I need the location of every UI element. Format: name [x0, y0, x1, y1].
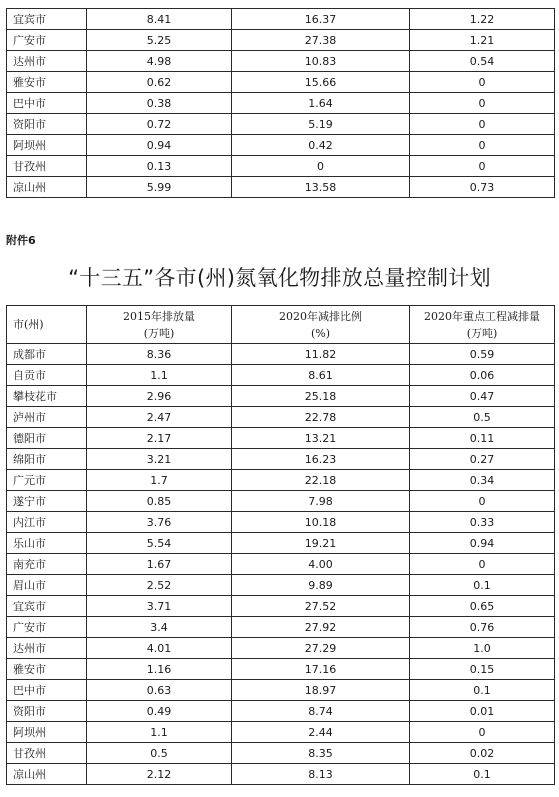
key-project-reduction-cell: 0 [410, 722, 555, 743]
table-row [7, 743, 555, 764]
key-project-reduction-cell: 0.47 [410, 386, 555, 407]
reduction-ratio-cell: 8.13 [232, 764, 410, 785]
reduction-ratio-cell: 27.29 [232, 638, 410, 659]
key-project-reduction-cell: 0.06 [410, 365, 555, 386]
reduction-ratio-cell: 27.92 [232, 617, 410, 638]
key-project-reduction-cell: 0.54 [410, 51, 555, 72]
city-cell: 资阳市 [7, 114, 87, 135]
emission-2015-cell: 1.1 [87, 722, 232, 743]
emission-2015-cell: 0.72 [87, 114, 232, 135]
emission-2015-cell: 2.47 [87, 407, 232, 428]
emission-2015-cell: 8.36 [87, 344, 232, 365]
emission-2015-cell: 2.52 [87, 575, 232, 596]
key-project-reduction-cell: 0 [410, 114, 555, 135]
city-cell: 巴中市 [7, 93, 87, 114]
table-row [7, 764, 555, 785]
reduction-ratio-cell: 22.18 [232, 470, 410, 491]
table-row [7, 638, 555, 659]
key-project-reduction-cell: 0 [410, 491, 555, 512]
emission-2015-cell: 4.98 [87, 51, 232, 72]
reduction-ratio-cell: 18.97 [232, 680, 410, 701]
key-project-reduction-cell: 1.21 [410, 30, 555, 51]
city-cell: 宜宾市 [7, 9, 87, 30]
key-project-reduction-cell: 0 [410, 72, 555, 93]
key-project-reduction-cell: 0.76 [410, 617, 555, 638]
key-project-reduction-cell: 0.11 [410, 428, 555, 449]
header-city: 市(州) [7, 306, 87, 344]
key-project-reduction-cell: 1.0 [410, 638, 555, 659]
table-row [7, 596, 555, 617]
city-cell: 广安市 [7, 617, 87, 638]
annex-label: 附件6 [6, 234, 36, 247]
emission-2015-cell: 0.85 [87, 491, 232, 512]
table-row [7, 51, 555, 72]
reduction-ratio-cell: 13.21 [232, 428, 410, 449]
key-project-reduction-cell: 0.15 [410, 659, 555, 680]
table-row [7, 407, 555, 428]
emission-2015-cell: 0.94 [87, 135, 232, 156]
table-row [7, 135, 555, 156]
reduction-ratio-cell: 2.44 [232, 722, 410, 743]
table-row [7, 680, 555, 701]
city-cell: 攀枝花市 [7, 386, 87, 407]
key-project-reduction-cell: 0.5 [410, 407, 555, 428]
key-project-reduction-cell: 0.65 [410, 596, 555, 617]
table-row [7, 344, 555, 365]
table-row [7, 156, 555, 177]
emission-2015-cell: 2.12 [87, 764, 232, 785]
table-row [7, 386, 555, 407]
table-row [7, 9, 555, 30]
city-cell: 广元市 [7, 470, 87, 491]
emission-2015-cell: 5.25 [87, 30, 232, 51]
key-project-reduction-cell: 0.1 [410, 575, 555, 596]
city-cell: 雅安市 [7, 659, 87, 680]
city-cell: 眉山市 [7, 575, 87, 596]
reduction-ratio-cell: 8.61 [232, 365, 410, 386]
key-project-reduction-cell: 0 [410, 156, 555, 177]
key-project-reduction-cell: 0 [410, 135, 555, 156]
key-project-reduction-cell: 0.01 [410, 701, 555, 722]
reduction-ratio-cell: 4.00 [232, 554, 410, 575]
city-cell: 南充市 [7, 554, 87, 575]
reduction-ratio-cell: 19.21 [232, 533, 410, 554]
reduction-ratio-cell: 1.64 [232, 93, 410, 114]
key-project-reduction-cell: 0.33 [410, 512, 555, 533]
emission-2015-cell: 1.1 [87, 365, 232, 386]
reduction-ratio-cell: 0 [232, 156, 410, 177]
reduction-ratio-cell: 13.58 [232, 177, 410, 198]
city-cell: 甘孜州 [7, 156, 87, 177]
key-project-reduction-cell: 0.73 [410, 177, 555, 198]
emission-2015-cell: 1.67 [87, 554, 232, 575]
key-project-reduction-cell: 0.02 [410, 743, 555, 764]
city-cell: 广安市 [7, 30, 87, 51]
reduction-ratio-cell: 15.66 [232, 72, 410, 93]
table-row [7, 512, 555, 533]
table-row [7, 93, 555, 114]
top-table-body [7, 9, 555, 198]
table-row [7, 659, 555, 680]
reduction-ratio-cell: 10.83 [232, 51, 410, 72]
table-header-row [7, 306, 555, 344]
key-project-reduction-cell: 0.27 [410, 449, 555, 470]
city-cell: 宜宾市 [7, 596, 87, 617]
emission-2015-cell: 3.76 [87, 512, 232, 533]
emission-2015-cell: 5.99 [87, 177, 232, 198]
city-cell: 资阳市 [7, 701, 87, 722]
key-project-reduction-cell: 1.22 [410, 9, 555, 30]
emission-2015-cell: 3.71 [87, 596, 232, 617]
reduction-ratio-cell: 8.74 [232, 701, 410, 722]
emission-2015-cell: 5.54 [87, 533, 232, 554]
table-row [7, 617, 555, 638]
header-2015-emission: 2015年排放量 (万吨) [87, 306, 232, 344]
table-row [7, 533, 555, 554]
emission-2015-cell: 3.4 [87, 617, 232, 638]
city-cell: 达州市 [7, 638, 87, 659]
bottom-table-body [7, 344, 555, 785]
reduction-ratio-cell: 17.16 [232, 659, 410, 680]
emission-2015-cell: 1.7 [87, 470, 232, 491]
table-row [7, 554, 555, 575]
reduction-ratio-cell: 27.38 [232, 30, 410, 51]
key-project-reduction-cell: 0.34 [410, 470, 555, 491]
reduction-ratio-cell: 11.82 [232, 344, 410, 365]
reduction-ratio-cell: 7.98 [232, 491, 410, 512]
table-row [7, 470, 555, 491]
city-cell: 甘孜州 [7, 743, 87, 764]
emission-2015-cell: 0.13 [87, 156, 232, 177]
city-cell: 阿坝州 [7, 722, 87, 743]
header-2020-key-project-reduction: 2020年重点工程减排量 (万吨) [410, 306, 555, 344]
emission-2015-cell: 0.63 [87, 680, 232, 701]
reduction-ratio-cell: 27.52 [232, 596, 410, 617]
key-project-reduction-cell: 0.1 [410, 764, 555, 785]
reduction-ratio-cell: 10.18 [232, 512, 410, 533]
table-row [7, 30, 555, 51]
table-row [7, 701, 555, 722]
reduction-ratio-cell: 16.37 [232, 9, 410, 30]
table-row [7, 449, 555, 470]
key-project-reduction-cell: 0.1 [410, 680, 555, 701]
key-project-reduction-cell: 0.59 [410, 344, 555, 365]
table-row [7, 491, 555, 512]
reduction-ratio-cell: 16.23 [232, 449, 410, 470]
table-row [7, 177, 555, 198]
table-row [7, 428, 555, 449]
city-cell: 雅安市 [7, 72, 87, 93]
table-row [7, 114, 555, 135]
key-project-reduction-cell: 0 [410, 93, 555, 114]
key-project-reduction-cell: 0.94 [410, 533, 555, 554]
table-row [7, 722, 555, 743]
city-cell: 凉山州 [7, 764, 87, 785]
city-cell: 阿坝州 [7, 135, 87, 156]
city-cell: 达州市 [7, 51, 87, 72]
emission-2015-cell: 0.62 [87, 72, 232, 93]
emission-2015-cell: 8.41 [87, 9, 232, 30]
page-title: “十三五”各市(州)氮氧化物排放总量控制计划 [68, 266, 491, 290]
table-row [7, 365, 555, 386]
emission-2015-cell: 0.5 [87, 743, 232, 764]
city-cell: 德阳市 [7, 428, 87, 449]
emission-2015-cell: 4.01 [87, 638, 232, 659]
reduction-ratio-cell: 0.42 [232, 135, 410, 156]
emission-2015-cell: 2.96 [87, 386, 232, 407]
previous-page-table [6, 8, 555, 198]
table-row [7, 575, 555, 596]
city-cell: 遂宁市 [7, 491, 87, 512]
city-cell: 内江市 [7, 512, 87, 533]
reduction-ratio-cell: 22.78 [232, 407, 410, 428]
city-cell: 凉山州 [7, 177, 87, 198]
reduction-ratio-cell: 5.19 [232, 114, 410, 135]
table-row [7, 72, 555, 93]
emission-2015-cell: 1.16 [87, 659, 232, 680]
city-cell: 乐山市 [7, 533, 87, 554]
reduction-ratio-cell: 8.35 [232, 743, 410, 764]
city-cell: 泸州市 [7, 407, 87, 428]
key-project-reduction-cell: 0 [410, 554, 555, 575]
city-cell: 巴中市 [7, 680, 87, 701]
nox-control-plan-table [6, 305, 555, 785]
city-cell: 成都市 [7, 344, 87, 365]
reduction-ratio-cell: 25.18 [232, 386, 410, 407]
reduction-ratio-cell: 9.89 [232, 575, 410, 596]
emission-2015-cell: 0.49 [87, 701, 232, 722]
city-cell: 绵阳市 [7, 449, 87, 470]
header-2020-reduction-ratio: 2020年减排比例 (%) [232, 306, 410, 344]
city-cell: 自贡市 [7, 365, 87, 386]
emission-2015-cell: 3.21 [87, 449, 232, 470]
emission-2015-cell: 2.17 [87, 428, 232, 449]
emission-2015-cell: 0.38 [87, 93, 232, 114]
